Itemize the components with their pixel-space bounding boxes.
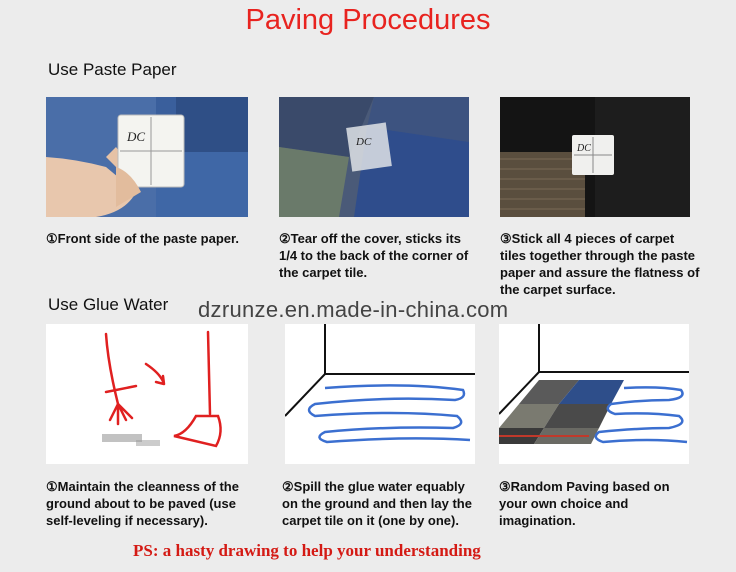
photo-stick-four-tiles: [500, 97, 690, 217]
caption-step-1: ①Front side of the paste paper.: [46, 231, 239, 246]
photo-tear-cover: [279, 97, 469, 217]
drawing-random-paving: [499, 324, 689, 464]
photo-paste-paper-front: [46, 97, 248, 217]
caption-step-2: ②Tear off the cover, sticks its 1/4 to the back of the corner of the carpet tile.: [279, 231, 469, 280]
drawing-spill-glue: [285, 324, 475, 464]
ps-note: PS: a hasty drawing to help your understanding: [133, 541, 481, 560]
caption-glue-step-1: ①Maintain the cleanness of the ground about to be paved (use self-leveling if necessary).: [46, 479, 239, 528]
page-title: Paving Procedures: [245, 4, 491, 36]
section-heading-glue-water: Use Glue Water: [48, 295, 169, 314]
caption-glue-step-2: ②Spill the glue water equably on the ground and then lay the carpet tile on it (one by one).: [282, 479, 472, 528]
svg-text:DC: DC: [127, 129, 146, 144]
svg-text:DC: DC: [356, 136, 372, 148]
caption-glue-step-3: ③Random Paving based on your own choice and imagination.: [499, 479, 670, 528]
drawing-clean-ground: [46, 324, 248, 464]
caption-step-3: ③Stick all 4 pieces of carpet tiles together through the paste paper and assure the flatness of the carpet surface.: [500, 231, 700, 297]
watermark: dzrunze.en.made-in-china.com: [198, 297, 509, 322]
section-heading-paste-paper: Use Paste Paper: [48, 60, 177, 79]
svg-text:DC: DC: [577, 143, 591, 154]
